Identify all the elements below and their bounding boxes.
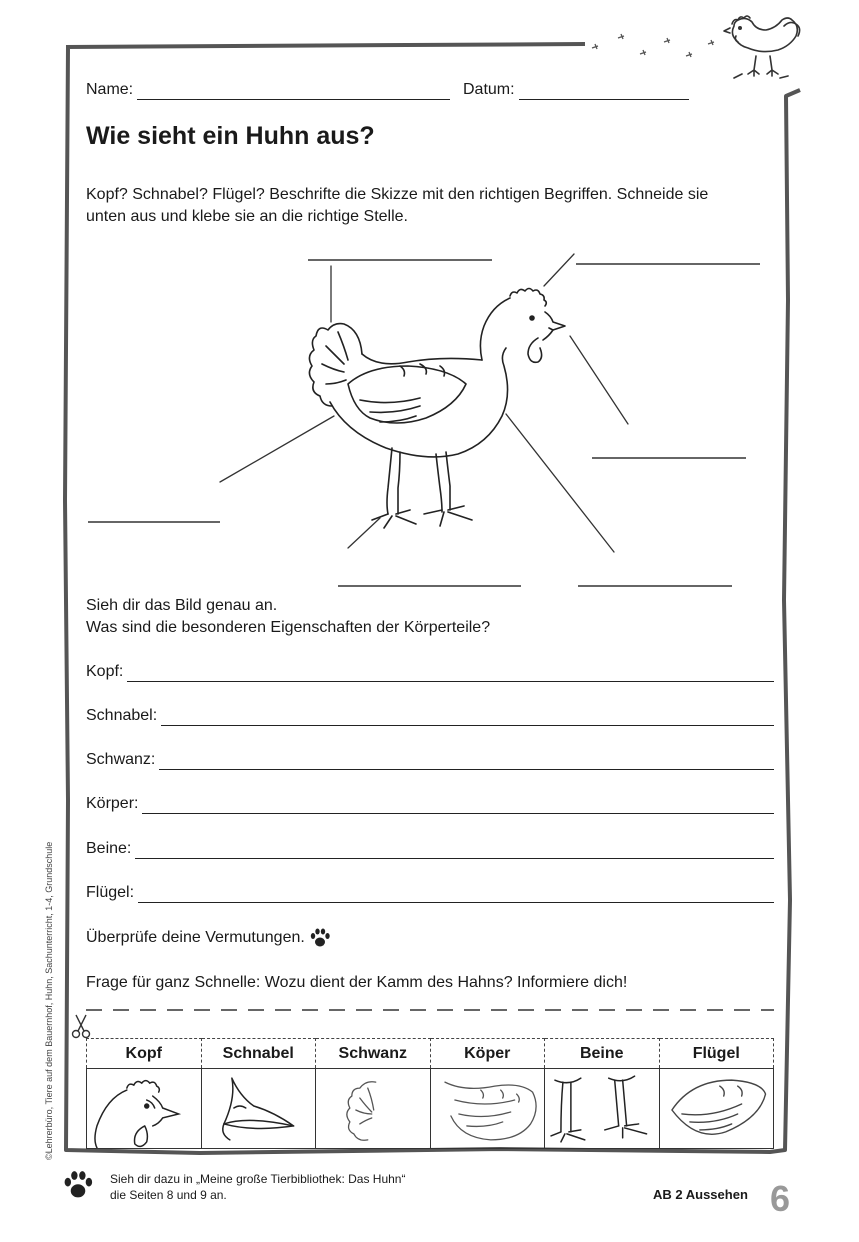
cutout-image-schwanz xyxy=(316,1069,431,1149)
worksheet-id: AB 2 Aussehen xyxy=(653,1187,748,1202)
hen-diagram xyxy=(0,240,859,600)
field-koerper[interactable] xyxy=(86,794,774,814)
field-line[interactable] xyxy=(135,843,774,859)
beak-icon xyxy=(202,1070,316,1148)
check-text: Überprüfe deine Vermutungen. xyxy=(86,929,305,946)
field-fluegel[interactable] xyxy=(86,883,774,903)
instructions xyxy=(86,184,708,228)
field-line[interactable] xyxy=(127,666,774,682)
tail-icon xyxy=(316,1070,430,1148)
legs-icon xyxy=(545,1070,659,1148)
cutout-label-schwanz[interactable]: Schwanz xyxy=(316,1039,431,1069)
date-label: Datum: xyxy=(463,81,515,98)
cutout-image-kopf xyxy=(87,1069,202,1149)
page-number: 6 xyxy=(770,1178,791,1219)
footer-line-2: die Seiten 8 und 9 an. xyxy=(110,1188,227,1202)
pointer-beak xyxy=(570,336,628,424)
pointer-body xyxy=(506,414,614,552)
bonus-question: Frage für ganz Schnelle: Wozu dient der Kamm des Hahns? Informiere dich! xyxy=(86,974,628,991)
cutout-label-kopf[interactable]: Kopf xyxy=(87,1039,202,1069)
pointer-legs xyxy=(348,518,380,548)
field-label: Beine: xyxy=(86,840,132,857)
field-line[interactable] xyxy=(159,754,774,770)
questions-line-1: Sieh dir das Bild genau an. xyxy=(86,597,278,614)
field-label: Flügel: xyxy=(86,884,135,901)
paw-print-footer-icon xyxy=(62,1168,94,1202)
date-field[interactable] xyxy=(463,80,689,100)
cutout-label-fluegel[interactable]: Flügel xyxy=(659,1039,774,1069)
wing-icon xyxy=(660,1070,774,1148)
field-line[interactable] xyxy=(161,710,774,726)
bonus-answer-dashed-line[interactable] xyxy=(86,1002,774,1014)
instructions-line-2: unten aus und klebe sie an die richtige Stelle. xyxy=(86,208,408,225)
check-row xyxy=(86,927,331,949)
hen-head-icon xyxy=(87,1070,201,1148)
field-kopf[interactable] xyxy=(86,662,774,682)
field-line[interactable] xyxy=(142,798,774,814)
instructions-line-1: Kopf? Schnabel? Flügel? Beschrifte die Skizze mit den richtigen Begriffen. Schneide sie xyxy=(86,186,709,203)
footer-line-1: Sieh dir dazu in „Meine große Tierbibliothek: Das Huhn“ xyxy=(110,1172,406,1186)
page-title: Wie sieht ein Huhn aus? xyxy=(86,122,375,150)
cutout-image-schnabel xyxy=(201,1069,316,1149)
cutout-table xyxy=(86,1038,774,1149)
name-line[interactable] xyxy=(137,84,450,100)
field-label: Schwanz: xyxy=(86,751,156,768)
cutout-image-beine xyxy=(545,1069,660,1149)
questions-line-2: Was sind die besonderen Eigenschaften der Körperteile? xyxy=(86,619,491,636)
name-field[interactable] xyxy=(86,80,450,100)
date-line[interactable] xyxy=(519,84,689,100)
footer-reference xyxy=(110,1171,405,1203)
cutout-image-row xyxy=(87,1069,774,1149)
field-line[interactable] xyxy=(138,887,774,903)
paw-print-icon xyxy=(309,927,331,949)
field-label: Kopf: xyxy=(86,663,124,680)
field-label: Schnabel: xyxy=(86,707,158,724)
cutout-header-row xyxy=(87,1039,774,1069)
questions xyxy=(86,595,490,639)
scissors-icon xyxy=(70,1012,94,1040)
cutout-label-schnabel[interactable]: Schnabel xyxy=(201,1039,316,1069)
pointer-comb xyxy=(544,254,574,286)
field-schwanz[interactable] xyxy=(86,750,774,770)
pointer-wing xyxy=(220,416,334,482)
field-label: Körper: xyxy=(86,795,139,812)
cutout-label-beine[interactable]: Beine xyxy=(545,1039,660,1069)
cutout-image-fluegel xyxy=(659,1069,774,1149)
cutout-label-koeper[interactable]: Köper xyxy=(430,1039,545,1069)
body-icon xyxy=(431,1070,545,1148)
field-beine[interactable] xyxy=(86,839,774,859)
chicken-corner-icon xyxy=(720,12,806,84)
cutout-image-koeper xyxy=(430,1069,545,1149)
field-schnabel[interactable] xyxy=(86,706,774,726)
name-label: Name: xyxy=(86,81,134,98)
copyright-note: ©Lehrerbüro, Tiere auf dem Bauernhof, Huhn, Sachunterricht, 1-4, Grundschule xyxy=(44,841,54,1160)
